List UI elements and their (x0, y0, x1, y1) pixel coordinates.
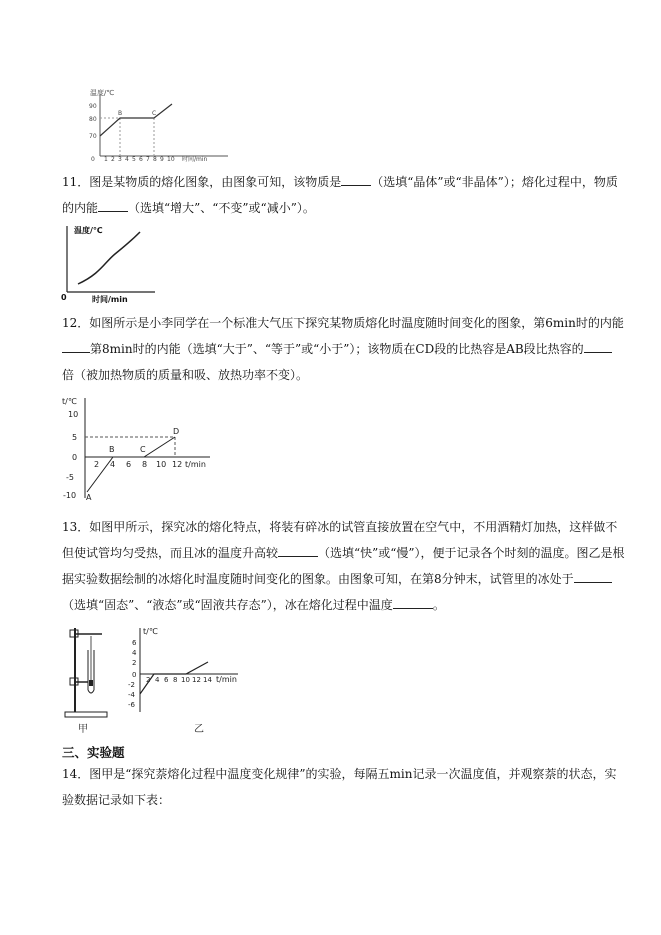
y-tick: 0 (132, 671, 137, 679)
y-tick: 0 (72, 453, 78, 462)
point-label-c: C (152, 110, 157, 117)
y-tick: -4 (128, 691, 135, 699)
x-tick: 8 (153, 156, 157, 162)
x-tick: 12 (172, 460, 183, 469)
x-tick: 4 (155, 676, 160, 684)
x-tick: 10 (167, 156, 175, 162)
y-tick: 5 (72, 433, 78, 442)
x-tick: 12 (192, 676, 201, 684)
point-label-b: B (109, 445, 115, 454)
melting-graph-q12 (60, 394, 220, 502)
y-axis-label: t/℃ (62, 397, 77, 406)
point-label-b: B (118, 110, 123, 117)
y-tick: 6 (132, 639, 137, 647)
x-tick: 4 (125, 156, 129, 162)
x-axis-label: t/min (185, 460, 206, 469)
figure-label-yi: 乙 (194, 724, 204, 735)
answer-blank[interactable] (278, 546, 318, 557)
x-tick: 9 (160, 156, 164, 162)
q12-line3: 倍（被加热物质的质量和吸、放热功率不变）。 (62, 368, 309, 382)
section-title: 三、实验题 (62, 745, 125, 760)
y-tick: 80 (89, 116, 97, 123)
q12-line2: 第8min时的内能（选填“大于”、“等于”或“小于”）；该物质在CD段的比热容是AB段比热容的 (62, 342, 612, 356)
x-tick: 2 (146, 676, 151, 684)
curve (100, 104, 172, 136)
q13-line2: 但使试管均匀受热，而且冰的温度升高较 （选填“快”或“慢”），便于记录各个时刻的温度。图乙是根 (62, 546, 625, 560)
y-tick: -6 (128, 701, 135, 709)
y-tick: 70 (89, 133, 97, 140)
point-label-d: D (173, 427, 180, 436)
y-tick: 10 (68, 410, 79, 419)
melting-graph-q13 (126, 624, 246, 736)
melting-graph-q11 (60, 222, 160, 304)
apparatus-figure (60, 620, 120, 734)
y-axis-label: 温度/℃ (90, 89, 115, 97)
x-tick: 0 (91, 156, 95, 162)
point-label-a: A (86, 493, 92, 502)
answer-blank[interactable] (62, 342, 90, 353)
x-tick: 4 (110, 460, 116, 469)
q13-line4: （选填“固态”、“液态”或“固液共存态”），冰在熔化过程中温度 。 (62, 598, 445, 612)
x-tick: 3 (118, 156, 122, 162)
answer-blank[interactable] (98, 201, 128, 212)
x-tick: 8 (173, 676, 178, 684)
x-tick: 2 (111, 156, 115, 162)
answer-blank[interactable] (393, 598, 433, 609)
y-tick: -5 (66, 473, 74, 482)
x-tick: 1 (104, 156, 108, 162)
q14-line1: 14．图甲是“探究萘熔化过程中温度变化规律”的实验，每隔五min记录一次温度值，并观察萘的状态，实 (62, 767, 617, 781)
y-tick: 2 (132, 659, 137, 667)
q13-line1: 13．如图甲所示，探究冰的熔化特点，将装有碎冰的试管直接放置在空气中，不用酒精灯加热，这样做不 (62, 520, 618, 534)
q14-line2: 验数据记录如下表： (62, 793, 171, 807)
point-label-c: C (140, 445, 146, 454)
x-axis-label: t/min (216, 675, 237, 684)
answer-blank[interactable] (574, 572, 612, 583)
x-tick: 7 (146, 156, 150, 162)
x-tick: 10 (181, 676, 190, 684)
origin-label: 0 (61, 293, 67, 302)
melting-graph-top (88, 86, 233, 162)
answer-blank[interactable] (341, 175, 371, 186)
x-tick: 10 (156, 460, 167, 469)
x-tick: 5 (132, 156, 136, 162)
y-tick: -2 (128, 681, 135, 689)
x-tick: 6 (126, 460, 132, 469)
x-tick: 2 (94, 460, 100, 469)
y-axis-label: t/℃ (143, 627, 158, 636)
x-tick: 6 (139, 156, 143, 162)
answer-blank[interactable] (584, 342, 612, 353)
y-axis-label: 温度/℃ (74, 226, 103, 235)
y-tick: -10 (63, 491, 77, 500)
q11-line2: 的内能 （选填“增大”、“不变”或“减小”）。 (62, 201, 315, 215)
curve (78, 232, 140, 284)
q12-line1: 12．如图所示是小李同学在一个标准大气压下探究某物质熔化时温度随时间变化的图象，第6min时的内能 (62, 316, 624, 330)
q13-line3: 据实验数据绘制的冰熔化时温度随时间变化的图象。由图象可知，在第8分钟末，试管里的冰处于 (62, 572, 612, 586)
x-axis-label: 时间/min (92, 295, 128, 304)
q11-line1: 11．图是某物质的熔化图象，由图象可知，该物质是 （选填“晶体”或“非晶体”）；熔化过程中，物质 (62, 175, 618, 189)
y-tick: 90 (89, 103, 97, 110)
x-tick: 6 (164, 676, 169, 684)
y-tick: 4 (132, 649, 137, 657)
x-tick: 14 (203, 676, 212, 684)
x-axis-label: 时间/min (182, 156, 208, 162)
x-tick: 8 (142, 460, 148, 469)
figure-label-jia: 甲 (78, 724, 88, 734)
